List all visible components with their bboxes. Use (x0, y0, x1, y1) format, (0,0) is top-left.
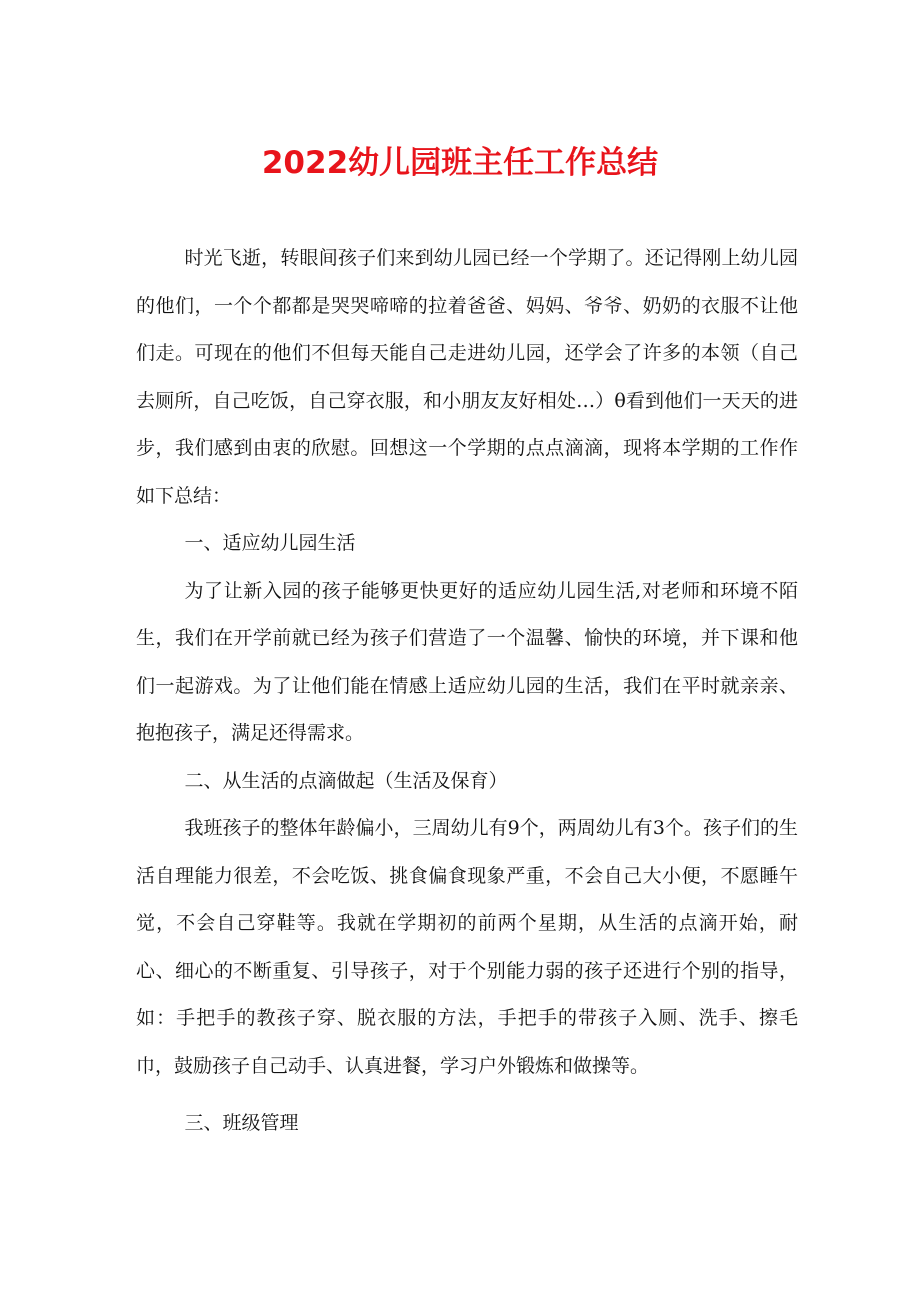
section-gap (136, 1090, 798, 1100)
intro-paragraph: 时光飞逝，转眼间孩子们来到幼儿园已经一个学期了。还记得刚上幼儿园的他们，一个个都都是哭哭啼啼的拉着爸爸、妈妈、爷爷、奶奶的衣服不让他们走。可现在的他们不但每天能自己走进幼儿园，还学会了许多的本领（自己去厕所，自己吃饭，自己穿衣服，和小朋友友好相处…）θ看到他们一天天的进步，我们感到由衷的欣慰。回想这一个学期的点点滴滴，现将本学期的工作作如下总结： (136, 247, 798, 507)
section-1-heading: 一、适应幼儿园生活 (184, 532, 356, 554)
section-2-heading: 二、从生活的点滴做起（生活及保育） (184, 769, 508, 792)
section-2-paragraph: 我班孩子的整体年龄偏小，三周幼儿有9个，两周幼儿有3个。孩子们的生活自理能力很差，不会吃饭、挑食偏食现象严重，不会自己大小便，不愿睡午觉，不会自己穿鞋等。我就在学期初的前两个星期，从生活的点滴开始，耐心、细心的不断重复、引导孩子，对于个别能力弱的孩子还进行个别的指导，如：手把手的教孩子穿、脱衣服的方法，手把手的带孩子入厕、洗手、擦毛巾，鼓励孩子自己动手、认真进餐，学习户外锻炼和做操等。 (136, 817, 798, 1077)
document-title: 2022幼儿园班主任工作总结 (261, 145, 659, 181)
section-1-paragraph: 为了让新入园的孩子能够更快更好的适应幼儿园生活,对老师和环境不陌生，我们在开学前就已经为孩子们营造了一个温馨、愉快的环境，并下课和他们一起游戏。为了让他们能在情感上适应幼儿园的生活，我们在平时就亲亲、抱抱孩子，满足还得需求。 (136, 579, 798, 744)
document-body (136, 235, 798, 1148)
section-3-heading: 三、班级管理 (184, 1112, 299, 1134)
